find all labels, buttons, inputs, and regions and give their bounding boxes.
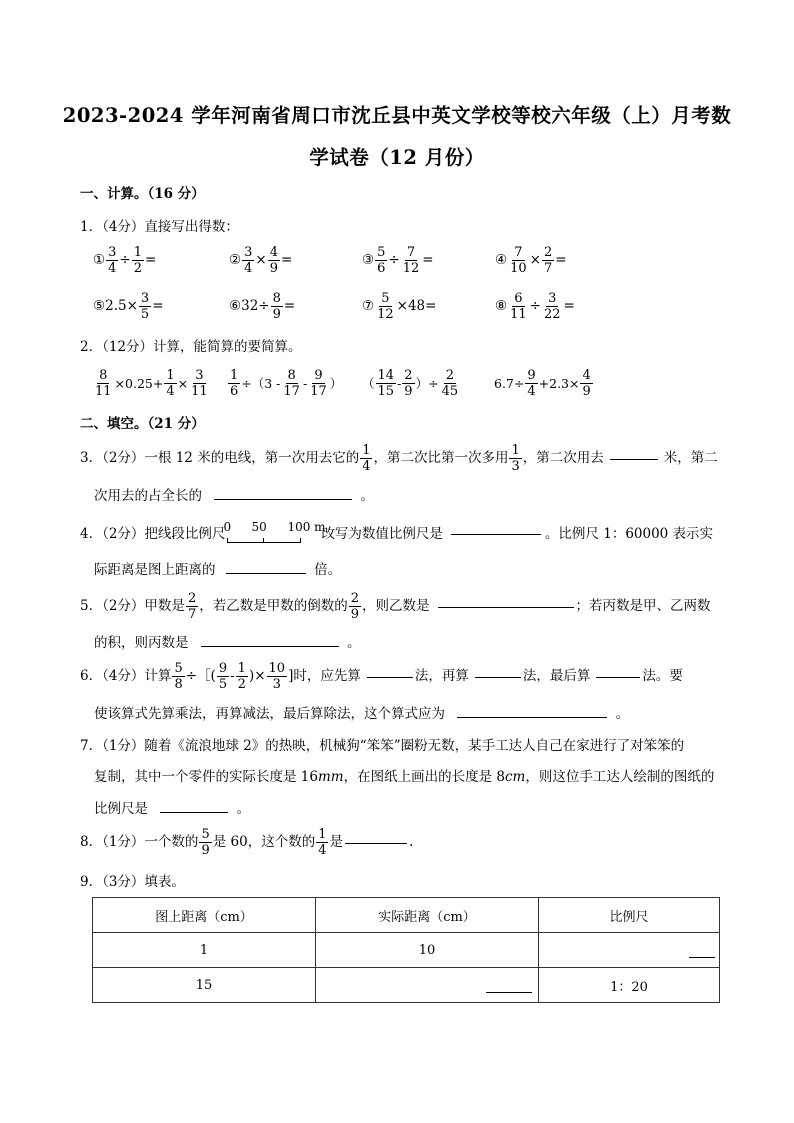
page-title: 2023-2024 学年河南省周口市沈丘县中英文学校等校六年级（上）月考数 — [62, 104, 732, 127]
fraction: $\frac{14}{15}$ — [377, 368, 395, 399]
fraction: $\frac{1}{3}$ — [511, 443, 520, 474]
equals: = — [283, 298, 296, 315]
q3-text: 次用去的占全长的 — [94, 488, 202, 504]
item-number: ⑥ — [229, 298, 242, 315]
q9-table — [92, 897, 720, 1003]
fraction: $\frac{6}{11}$ — [510, 291, 527, 322]
q1-heading: 1．（4分）直接写出得数： — [80, 219, 239, 235]
operator: ÷ — [258, 298, 270, 315]
expr-text: ×0.25+ — [114, 376, 164, 391]
operator: ÷ — [119, 252, 131, 269]
q6-text: 6．（4分）计算 — [80, 668, 172, 685]
q2-heading: 2．（12分）计算，能简算的要简算。 — [80, 339, 302, 355]
q6-text: 法，再算 — [414, 668, 469, 685]
table-cell: 15 — [93, 968, 316, 1003]
fraction: $\frac{2}{9}$ — [350, 591, 359, 622]
q1-item-2 — [229, 246, 292, 275]
q4-text: 4．（2分）把线段比例尺 — [80, 525, 226, 542]
fraction: $\frac{1}{4}$ — [318, 827, 327, 858]
q8-text: 是 60，这个数的 — [212, 834, 316, 851]
q8-text: 是 — [329, 834, 343, 851]
q5-text: ，则乙数是 — [362, 598, 430, 615]
expr-text: ） — [329, 376, 343, 391]
q6-text: 。 — [615, 706, 630, 722]
q7-text: 复制，其中一个零件的实际长度是 16 — [94, 769, 318, 785]
fraction: $\frac{3}{4}$ — [108, 245, 117, 276]
answer-blank[interactable] — [367, 676, 413, 678]
unit: cm — [504, 769, 526, 785]
q6-text: ]时，应先算 — [288, 668, 361, 685]
expr-text: × — [177, 376, 189, 391]
q1-item-4 — [495, 246, 567, 275]
operator: ÷ — [388, 252, 400, 269]
answer-blank[interactable] — [610, 458, 658, 460]
scale-label: 0 — [223, 520, 232, 534]
unit: mm — [317, 769, 344, 785]
q9-heading: 9．（3分）填表。 — [80, 874, 185, 890]
q7-text: ，在图纸上画出的长度是 8 — [343, 769, 505, 785]
q2-expr-4 — [494, 369, 594, 398]
fraction: $\frac{7}{12}$ — [402, 245, 420, 276]
q5-line-2 — [94, 635, 361, 651]
equals: = — [555, 252, 567, 269]
scale-tick — [263, 538, 264, 543]
fraction: $\frac{1}{4}$ — [166, 368, 175, 399]
table-header-row — [93, 898, 720, 933]
expr-text: ）÷ — [415, 376, 439, 391]
q3-text: 3．（2分）一根 12 米的电线，第一次用去它的 — [80, 450, 360, 467]
item-number: ⑦ — [362, 298, 375, 315]
q7-text: ，则这位手工达人绘制的图纸的 — [525, 769, 715, 785]
operator: × — [255, 252, 267, 269]
q1-item-7 — [362, 292, 436, 321]
q1-item-6 — [229, 292, 295, 321]
fraction: $\frac{2}{7}$ — [543, 245, 553, 276]
q6-text: - — [230, 668, 235, 685]
table-cell: 10 — [316, 933, 539, 968]
fraction: $\frac{2}{45}$ — [441, 368, 459, 399]
q1-item-1 — [93, 246, 156, 275]
q7-text: 。 — [236, 801, 251, 817]
answer-blank[interactable] — [160, 811, 228, 813]
fraction: $\frac{9}{17}$ — [310, 368, 327, 399]
expr-text: 6.7÷ — [494, 376, 525, 391]
section-heading-2: 二、填空。（21 分） — [80, 416, 205, 432]
fraction: $\frac{9}{5}$ — [218, 661, 228, 692]
q6-text: )× — [248, 668, 266, 685]
q6-line-2 — [94, 706, 629, 722]
q3-text: ，第二次用去 — [522, 450, 604, 467]
q1-item-8 — [495, 292, 575, 321]
fraction: $\frac{1}{2}$ — [133, 245, 142, 276]
operator: × — [396, 298, 408, 315]
q8-line — [80, 828, 413, 857]
answer-blank[interactable] — [451, 533, 541, 535]
q2-expr-3 — [362, 369, 461, 398]
table-cell-answer[interactable] — [539, 933, 720, 968]
q4-line-2 — [94, 562, 341, 578]
q3-text: 米，第二 — [663, 450, 718, 467]
section-heading-1: 一、计算。（16 分） — [80, 186, 205, 202]
table-header: 实际距离（cm） — [316, 898, 539, 933]
item-number: ③ — [362, 252, 375, 269]
answer-blank — [689, 956, 715, 958]
q8-text: 8．（1分）一个数的 — [80, 834, 199, 851]
item-number: ⑧ — [495, 298, 508, 315]
number: 48 — [407, 298, 426, 315]
fraction: $\frac{5}{8}$ — [174, 661, 183, 692]
answer-blank[interactable] — [438, 606, 574, 608]
item-number: ① — [93, 252, 106, 269]
table-cell: 1 — [93, 933, 316, 968]
fraction: $\frac{4}{9}$ — [269, 245, 278, 276]
equals: = — [563, 298, 575, 315]
q7-text: 比例尺是 — [94, 801, 148, 817]
number: 32 — [241, 298, 259, 315]
expr-text: （ — [362, 376, 375, 391]
answer-blank[interactable] — [475, 676, 521, 678]
answer-blank[interactable] — [226, 572, 306, 574]
q5-line-1 — [80, 592, 711, 621]
scale-label: 100 m — [287, 520, 326, 534]
fraction: $\frac{5}{12}$ — [377, 291, 394, 322]
q2-expr-1 — [92, 369, 211, 398]
table-header: 图上距离（cm） — [93, 898, 316, 933]
scale-label: 50 — [251, 520, 267, 534]
item-number: ⑤ — [93, 298, 106, 315]
item-number: ④ — [495, 252, 508, 269]
answer-blank[interactable] — [214, 498, 352, 500]
equals: = — [152, 298, 164, 315]
q1-item-3 — [362, 246, 434, 275]
operator: × — [126, 298, 138, 315]
q7-line-2 — [94, 769, 714, 785]
q5-text: ，若乙数是甲数的倒数的 — [199, 598, 348, 615]
fraction: $\frac{8}{17}$ — [283, 368, 300, 399]
fraction: $\frac{5}{9}$ — [201, 827, 210, 858]
table-cell: 1：20 — [539, 968, 720, 1003]
q3-line-2 — [94, 488, 374, 504]
page-title-cont: 学试卷（12 月份） — [309, 146, 485, 169]
q7-line-3 — [94, 801, 250, 817]
item-number: ② — [229, 252, 242, 269]
fraction: $\frac{3}{11}$ — [191, 368, 208, 399]
table-cell-answer[interactable] — [316, 968, 539, 1003]
q4-text: 。比例尺 1：60000 表示实 — [544, 525, 714, 542]
fraction: $\frac{4}{9}$ — [582, 368, 591, 399]
q8-text: . — [408, 834, 414, 851]
fraction: $\frac{7}{10}$ — [510, 245, 527, 276]
expr-text: - — [397, 376, 402, 391]
fraction: $\frac{5}{6}$ — [377, 245, 386, 276]
expr-text: +2.3× — [538, 376, 580, 391]
q7-line-1: 7．（1分）随着《流浪地球 2》的热映，机械狗“笨笨”圈粉无数，某手工达人自己在家进行了对笨笨的 — [80, 738, 685, 754]
fraction: $\frac{3}{5}$ — [140, 291, 150, 322]
q2-expr-2 — [227, 369, 342, 398]
table-row — [93, 933, 720, 968]
q4-text: 改写为数值比例尺是 — [321, 525, 443, 542]
fraction: $\frac{3}{4}$ — [244, 245, 253, 276]
q4-line-1 — [80, 520, 713, 548]
q3-text: ，第二次比第一次多用 — [373, 450, 509, 467]
equals: = — [422, 252, 434, 269]
fraction: $\frac{3}{22}$ — [543, 291, 561, 322]
fraction: $\frac{10}{3}$ — [268, 661, 286, 692]
answer-blank[interactable] — [201, 645, 339, 647]
q4-text: 倍。 — [314, 562, 342, 578]
fraction: $\frac{1}{6}$ — [230, 368, 239, 399]
operator: × — [529, 252, 541, 269]
fraction: $\frac{9}{4}$ — [527, 368, 536, 399]
scale-bar — [227, 538, 301, 543]
fraction: $\frac{2}{7}$ — [187, 591, 197, 622]
q5-text: ；若丙数是甲、乙两数 — [575, 598, 711, 615]
q5-text: 。 — [347, 635, 361, 651]
q5-text: 5．（2分）甲数是 — [80, 598, 185, 615]
answer-blank — [486, 991, 532, 993]
q6-text: 法，最后算 — [522, 668, 591, 685]
q6-text: 使该算式先算乘法，再算减法，最后算除法，这个算式应为 — [94, 706, 445, 722]
q5-text: 的积，则丙数是 — [94, 635, 189, 651]
equals: = — [144, 252, 157, 269]
q6-line-1 — [80, 662, 683, 691]
expr-text: ÷（3 - — [241, 376, 281, 391]
answer-blank[interactable] — [596, 676, 640, 678]
q3-text: 。 — [360, 488, 375, 504]
fraction: $\frac{1}{4}$ — [362, 443, 371, 474]
answer-blank[interactable] — [345, 842, 407, 844]
answer-blank[interactable] — [457, 716, 607, 718]
q6-text: 法。要 — [642, 668, 683, 685]
equals: = — [280, 252, 293, 269]
table-header: 比例尺 — [539, 898, 720, 933]
table-row — [93, 968, 720, 1003]
fraction: $\frac{1}{2}$ — [237, 661, 246, 692]
operator: ÷ — [529, 298, 541, 315]
fraction: $\frac{8}{11}$ — [95, 368, 112, 399]
equals: = — [425, 298, 437, 315]
fraction: $\frac{8}{9}$ — [272, 291, 281, 322]
q6-text: ÷［( — [185, 668, 216, 685]
q4-text: 际距离是图上距离的 — [94, 562, 216, 578]
q3-line-1 — [80, 444, 718, 473]
line-scale — [223, 520, 326, 548]
fraction: $\frac{2}{9}$ — [404, 368, 413, 399]
q1-item-5 — [93, 292, 164, 321]
expr-text: - — [302, 376, 308, 391]
number: 2.5 — [105, 298, 127, 315]
